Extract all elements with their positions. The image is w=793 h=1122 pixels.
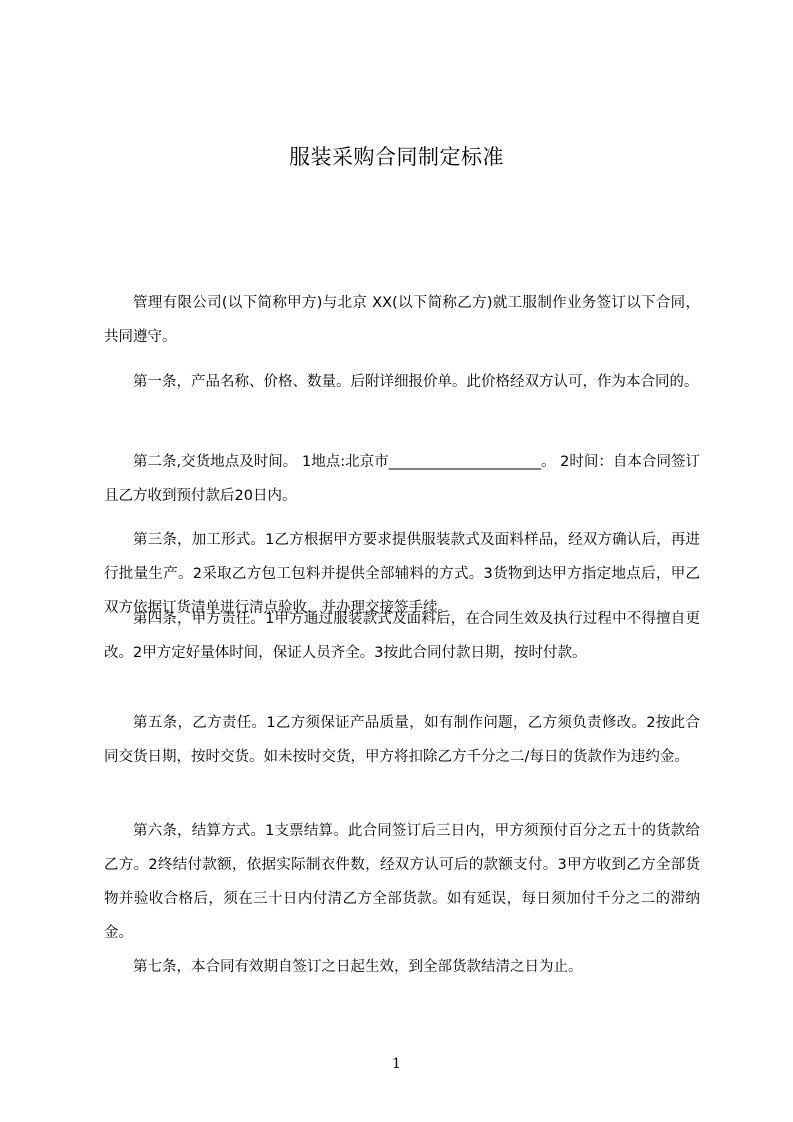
paragraph-article-2: 第二条,交货地点及时间。 1地点:北京市_____________________。 2时间：自本合同签订且乙方收到预付款后20日内。 bbox=[104, 454, 700, 504]
paragraph-article-5: 第五条，乙方责任。1乙方须保证产品质量，如有制作问题，乙方须负责修改。2按此合同交货日期，按时交货。如未按时交货，甲方将扣除乙方千分之二/每日的货款作为违约金。 bbox=[104, 715, 700, 765]
paragraph-article-4: 第四条，甲方责任。1甲方通过服装款式及面料后，在合同生效及执行过程中不得擅自更改。2甲方定好量体时间，保证人员齐全。3按此合同付款日期，按时付款。 bbox=[104, 611, 700, 661]
paragraph-intro: 管理有限公司(以下简称甲方)与北京 XX(以下简称乙方)就工服制作业务签订以下合同，共同遵守。 bbox=[104, 295, 700, 345]
paragraph-article-6: 第六条，结算方式。1支票结算。此合同签订后三日内，甲方须预付百分之五十的货款给乙方。2终结付款额，依据实际制衣件数，经双方认可后的款额支付。3甲方收到乙方全部货物并验收合格后，须在三十日内付清乙方全部货款。如有延误，每日须加付千分之二的滞纳金。 bbox=[104, 823, 700, 941]
paragraph-article-7: 第七条，本合同有效期自签订之日起生效，到全部货款结清之日为止。 bbox=[133, 959, 583, 975]
document-title: 服装采购合同制定标准 bbox=[289, 145, 504, 169]
page-number: 1 bbox=[392, 1056, 401, 1072]
paragraph-article-1: 第一条，产品名称、价格、数量。后附详细报价单。此价格经双方认可，作为本合同的。 bbox=[133, 374, 699, 390]
paragraph-article-3: 第三条，加工形式。1乙方根据甲方要求提供服装款式及面料样品，经双方确认后，再进行批量生产。2采取乙方包工包料并提供全部辅料的方式。3货物到达甲方指定地点后，甲乙双方依据订货清单进行清点验收，并办理交接签手续。 bbox=[104, 532, 700, 616]
